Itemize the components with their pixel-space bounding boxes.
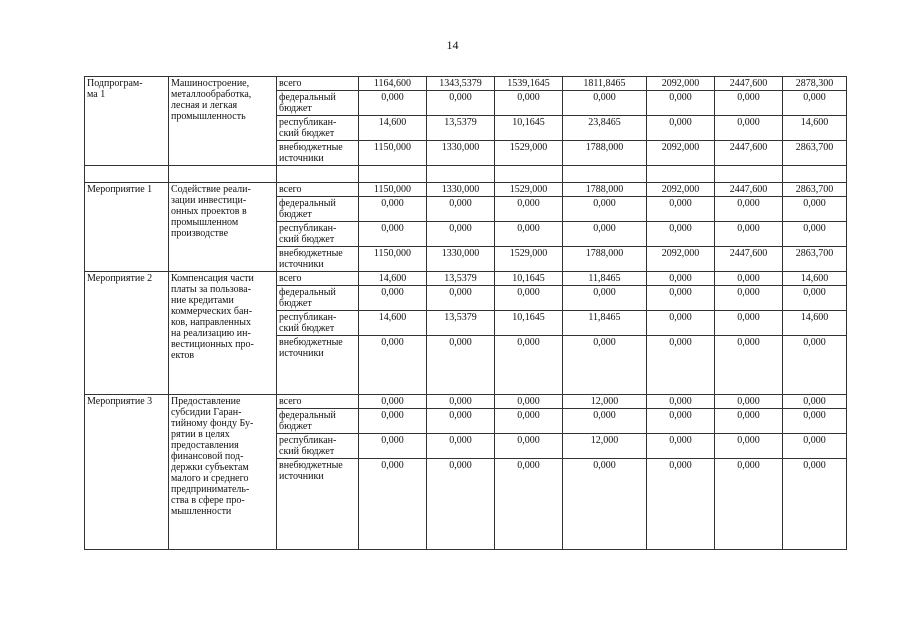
spacer-cell xyxy=(427,166,495,183)
value-cell: 2092,000 xyxy=(647,141,715,166)
value-cell: 0,000 xyxy=(495,459,563,550)
funding-source: внебюджетные источники xyxy=(277,459,359,550)
value-cell: 1330,000 xyxy=(427,141,495,166)
value-cell: 0,000 xyxy=(495,91,563,116)
spacer-cell xyxy=(647,166,715,183)
spacer-cell xyxy=(495,166,563,183)
value-cell: 2447,600 xyxy=(715,77,783,91)
value-cell: 0,000 xyxy=(715,395,783,409)
value-cell: 0,000 xyxy=(495,286,563,311)
value-cell: 0,000 xyxy=(563,336,647,395)
program-description: Компенсация части платы за пользова- ние кредитами коммерческих бан- ков, направленных на реализацию ин- вестиционных про- ектов xyxy=(169,272,277,395)
value-cell: 1150,000 xyxy=(359,141,427,166)
value-cell: 0,000 xyxy=(563,286,647,311)
value-cell: 0,000 xyxy=(495,336,563,395)
spacer-cell xyxy=(169,166,277,183)
value-cell: 0,000 xyxy=(359,395,427,409)
funding-source: федеральный бюджет xyxy=(277,409,359,434)
value-cell: 0,000 xyxy=(647,197,715,222)
table-spacer-row xyxy=(85,166,847,183)
value-cell: 14,600 xyxy=(359,272,427,286)
value-cell: 13,5379 xyxy=(427,272,495,286)
value-cell: 12,000 xyxy=(563,434,647,459)
value-cell: 2878,300 xyxy=(783,77,847,91)
value-cell: 1788,000 xyxy=(563,183,647,197)
spacer-cell xyxy=(563,166,647,183)
value-cell: 0,000 xyxy=(427,197,495,222)
value-cell: 0,000 xyxy=(647,222,715,247)
value-cell: 0,000 xyxy=(715,459,783,550)
value-cell: 12,000 xyxy=(563,395,647,409)
value-cell: 0,000 xyxy=(647,336,715,395)
value-cell: 0,000 xyxy=(495,197,563,222)
funding-source: всего xyxy=(277,272,359,286)
value-cell: 1529,000 xyxy=(495,183,563,197)
value-cell: 0,000 xyxy=(427,459,495,550)
value-cell: 0,000 xyxy=(647,272,715,286)
value-cell: 0,000 xyxy=(715,311,783,336)
value-cell: 2863,700 xyxy=(783,141,847,166)
value-cell: 1330,000 xyxy=(427,247,495,272)
program-description: Содействие реали- зации инвестици- онных проектов в промышленном производстве xyxy=(169,183,277,272)
value-cell: 11,8465 xyxy=(563,311,647,336)
funding-source: всего xyxy=(277,183,359,197)
funding-source: республикан- ский бюджет xyxy=(277,116,359,141)
value-cell: 14,600 xyxy=(783,116,847,141)
value-cell: 0,000 xyxy=(783,409,847,434)
value-cell: 13,5379 xyxy=(427,311,495,336)
value-cell: 0,000 xyxy=(783,286,847,311)
table-row xyxy=(85,395,847,409)
value-cell: 0,000 xyxy=(563,197,647,222)
value-cell: 14,600 xyxy=(359,116,427,141)
value-cell: 1343,5379 xyxy=(427,77,495,91)
value-cell: 0,000 xyxy=(563,91,647,116)
value-cell: 1811,8465 xyxy=(563,77,647,91)
value-cell: 0,000 xyxy=(783,197,847,222)
value-cell: 0,000 xyxy=(715,434,783,459)
value-cell: 14,600 xyxy=(783,311,847,336)
value-cell: 1150,000 xyxy=(359,183,427,197)
value-cell: 2092,000 xyxy=(647,247,715,272)
program-description: Предоставление субсидии Гаран- тийному фонду Бу- рятии в целях предоставления финансовой под- держки субъектам малого и среднего предприниматель- ства в сфере про- мышленности xyxy=(169,395,277,550)
value-cell: 0,000 xyxy=(715,272,783,286)
program-description: Машиностроение, металлообработка, лесная и легкая промышленность xyxy=(169,77,277,166)
value-cell: 0,000 xyxy=(359,222,427,247)
spacer-cell xyxy=(359,166,427,183)
value-cell: 0,000 xyxy=(427,395,495,409)
value-cell: 1539,1645 xyxy=(495,77,563,91)
value-cell: 0,000 xyxy=(715,197,783,222)
value-cell: 0,000 xyxy=(427,222,495,247)
funding-source: республикан- ский бюджет xyxy=(277,434,359,459)
value-cell: 1330,000 xyxy=(427,183,495,197)
page-number: 14 xyxy=(446,38,459,52)
value-cell: 14,600 xyxy=(783,272,847,286)
value-cell: 0,000 xyxy=(647,459,715,550)
value-cell: 0,000 xyxy=(359,197,427,222)
value-cell: 1529,000 xyxy=(495,247,563,272)
value-cell: 0,000 xyxy=(359,286,427,311)
value-cell: 1788,000 xyxy=(563,141,647,166)
value-cell: 0,000 xyxy=(427,336,495,395)
value-cell: 0,000 xyxy=(495,395,563,409)
program-name: Мероприятие 2 xyxy=(85,272,169,395)
value-cell: 0,000 xyxy=(715,286,783,311)
value-cell: 0,000 xyxy=(715,116,783,141)
value-cell: 2447,600 xyxy=(715,141,783,166)
value-cell: 0,000 xyxy=(715,91,783,116)
program-name: Мероприятие 1 xyxy=(85,183,169,272)
value-cell: 0,000 xyxy=(563,459,647,550)
value-cell: 0,000 xyxy=(647,91,715,116)
funding-source: внебюджетные источники xyxy=(277,247,359,272)
value-cell: 0,000 xyxy=(495,222,563,247)
funding-source: всего xyxy=(277,395,359,409)
value-cell: 14,600 xyxy=(359,311,427,336)
program-name: Подпрограм- ма 1 xyxy=(85,77,169,166)
spacer-cell xyxy=(715,166,783,183)
funding-source: федеральный бюджет xyxy=(277,197,359,222)
table-row xyxy=(85,77,847,91)
funding-source: республикан- ский бюджет xyxy=(277,222,359,247)
value-cell: 11,8465 xyxy=(563,272,647,286)
value-cell: 0,000 xyxy=(495,409,563,434)
value-cell: 0,000 xyxy=(783,91,847,116)
value-cell: 2092,000 xyxy=(647,183,715,197)
table-row xyxy=(85,272,847,286)
value-cell: 0,000 xyxy=(359,409,427,434)
value-cell: 0,000 xyxy=(427,91,495,116)
value-cell: 0,000 xyxy=(715,222,783,247)
table-row xyxy=(85,183,847,197)
value-cell: 0,000 xyxy=(647,116,715,141)
value-cell: 0,000 xyxy=(495,434,563,459)
value-cell: 0,000 xyxy=(427,434,495,459)
funding-source: федеральный бюджет xyxy=(277,286,359,311)
value-cell: 0,000 xyxy=(783,459,847,550)
value-cell: 0,000 xyxy=(563,409,647,434)
funding-source: федеральный бюджет xyxy=(277,91,359,116)
value-cell: 0,000 xyxy=(715,336,783,395)
value-cell: 1788,000 xyxy=(563,247,647,272)
value-cell: 2863,700 xyxy=(783,183,847,197)
value-cell: 0,000 xyxy=(427,286,495,311)
value-cell: 2863,700 xyxy=(783,247,847,272)
value-cell: 0,000 xyxy=(783,222,847,247)
value-cell: 0,000 xyxy=(647,395,715,409)
value-cell: 23,8465 xyxy=(563,116,647,141)
value-cell: 2092,000 xyxy=(647,77,715,91)
value-cell: 0,000 xyxy=(647,434,715,459)
value-cell: 1529,000 xyxy=(495,141,563,166)
value-cell: 0,000 xyxy=(783,434,847,459)
program-name: Мероприятие 3 xyxy=(85,395,169,550)
value-cell: 10,1645 xyxy=(495,116,563,141)
spacer-cell xyxy=(277,166,359,183)
value-cell: 0,000 xyxy=(359,459,427,550)
value-cell: 0,000 xyxy=(427,409,495,434)
value-cell: 0,000 xyxy=(783,336,847,395)
funding-source: внебюджетные источники xyxy=(277,336,359,395)
funding-source: республикан- ский бюджет xyxy=(277,311,359,336)
value-cell: 0,000 xyxy=(359,434,427,459)
value-cell: 1150,000 xyxy=(359,247,427,272)
value-cell: 2447,600 xyxy=(715,183,783,197)
value-cell: 0,000 xyxy=(647,409,715,434)
spacer-cell xyxy=(85,166,169,183)
funding-source: внебюджетные источники xyxy=(277,141,359,166)
value-cell: 0,000 xyxy=(715,409,783,434)
value-cell: 0,000 xyxy=(359,336,427,395)
funding-table xyxy=(84,76,847,550)
value-cell: 1164,600 xyxy=(359,77,427,91)
value-cell: 0,000 xyxy=(359,91,427,116)
value-cell: 2447,600 xyxy=(715,247,783,272)
value-cell: 13,5379 xyxy=(427,116,495,141)
value-cell: 10,1645 xyxy=(495,311,563,336)
value-cell: 0,000 xyxy=(647,311,715,336)
value-cell: 0,000 xyxy=(783,395,847,409)
value-cell: 0,000 xyxy=(563,222,647,247)
value-cell: 10,1645 xyxy=(495,272,563,286)
spacer-cell xyxy=(783,166,847,183)
value-cell: 0,000 xyxy=(647,286,715,311)
funding-source: всего xyxy=(277,77,359,91)
